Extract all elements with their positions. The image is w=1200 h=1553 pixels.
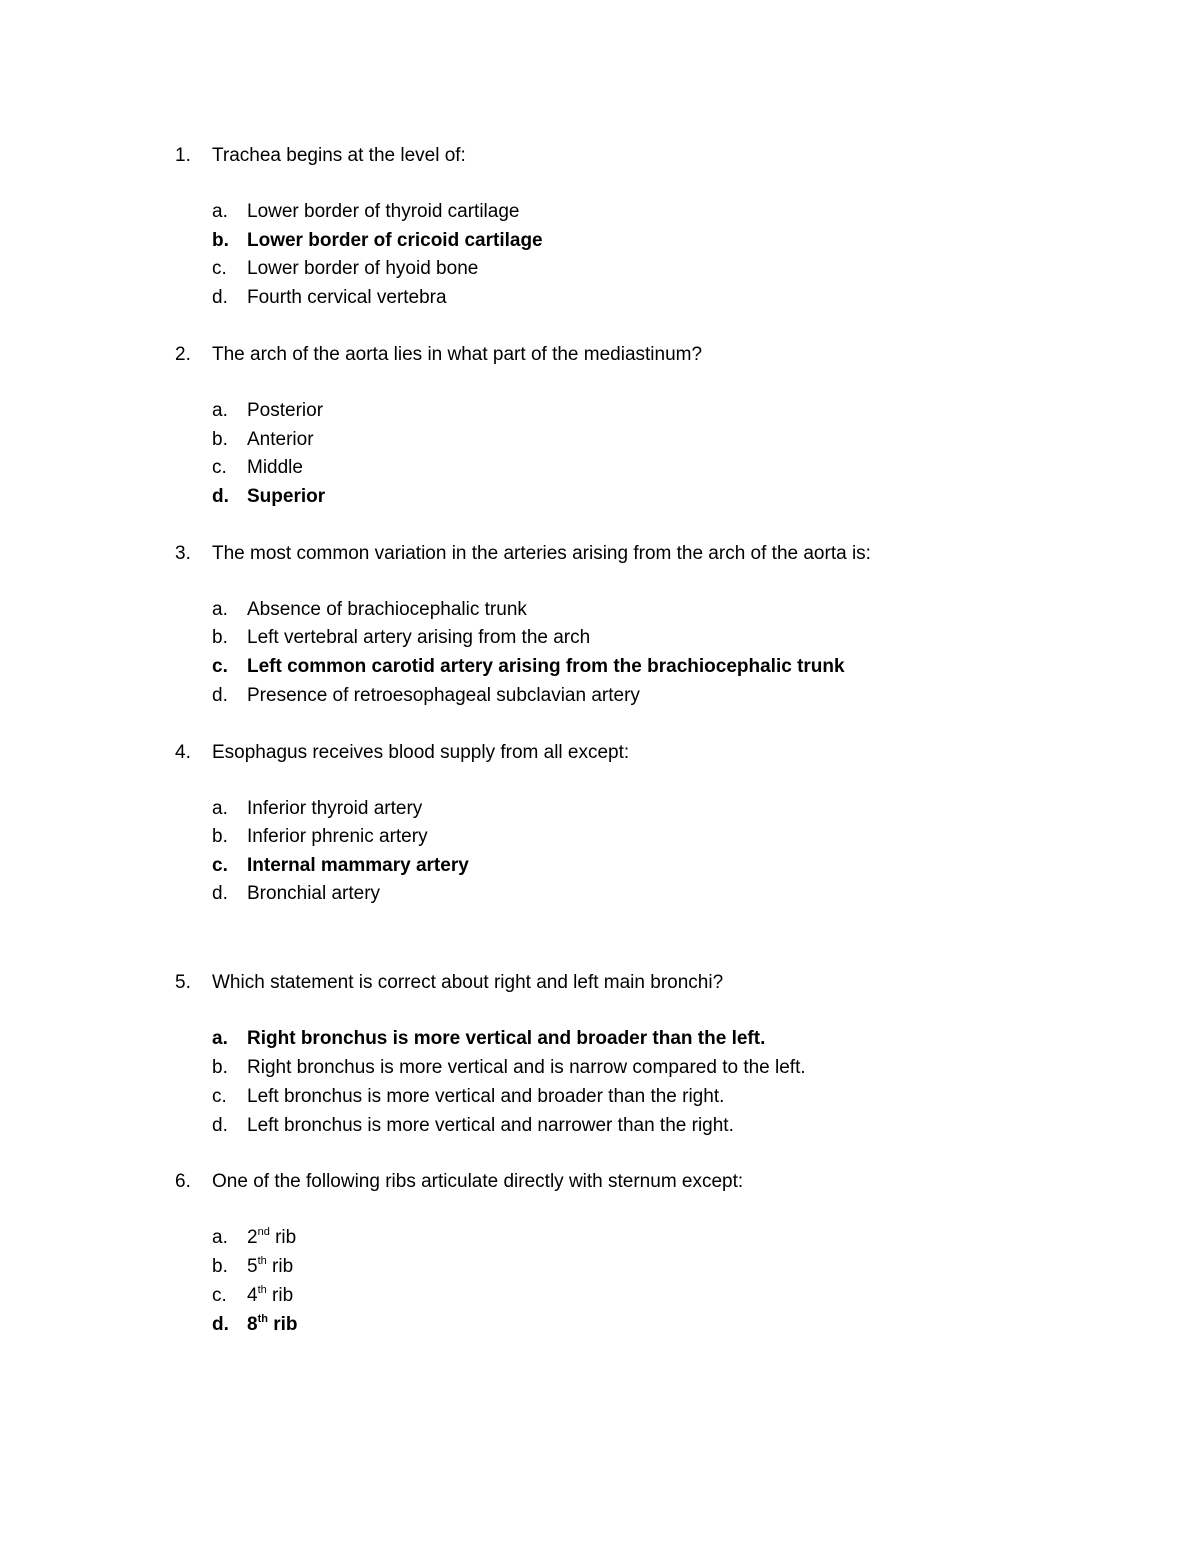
option-letter: b. xyxy=(212,1057,228,1078)
option-letter: d. xyxy=(212,883,228,904)
rib-word: rib xyxy=(267,1314,298,1335)
option-letter: a. xyxy=(212,1227,228,1248)
rib-number: 5 xyxy=(247,1256,258,1277)
option-text: Middle xyxy=(247,457,303,478)
question-text: One of the following ribs articulate directly with sternum except: xyxy=(212,1171,744,1192)
rib-word: rib xyxy=(266,1256,294,1277)
option-letter: a. xyxy=(212,400,228,421)
option-text xyxy=(247,1223,296,1253)
option-letter-correct: d. xyxy=(212,486,229,507)
ordinal-suffix: th xyxy=(257,1313,268,1325)
question-number: 4. xyxy=(175,742,191,763)
option-text xyxy=(247,1252,293,1282)
option-text-correct: Right bronchus is more vertical and broader than the left. xyxy=(247,1028,766,1049)
rib-word: rib xyxy=(269,1227,297,1248)
option-text: Left vertebral artery arising from the arch xyxy=(247,627,591,648)
option-letter: c. xyxy=(212,457,227,478)
option-letter-correct: c. xyxy=(212,855,228,876)
option-text-correct: Superior xyxy=(247,486,326,507)
option-letter-correct: a. xyxy=(212,1028,228,1049)
option-text: Left bronchus is more vertical and narrower than the right. xyxy=(247,1115,734,1136)
option-letter: d. xyxy=(212,685,228,706)
option-text: Fourth cervical vertebra xyxy=(247,287,447,308)
question-text: Trachea begins at the level of: xyxy=(212,145,466,166)
option-text: Inferior thyroid artery xyxy=(247,798,423,819)
option-text: Right bronchus is more vertical and is narrow compared to the left. xyxy=(247,1057,806,1078)
option-letter: b. xyxy=(212,1256,228,1277)
option-letter: d. xyxy=(212,287,228,308)
option-text: Anterior xyxy=(247,429,314,450)
option-letter: d. xyxy=(212,1115,228,1136)
question-number: 1. xyxy=(175,145,191,166)
question-number: 3. xyxy=(175,543,191,564)
option-letter-correct: c. xyxy=(212,656,228,677)
ordinal-suffix: th xyxy=(257,1255,267,1267)
option-letter: b. xyxy=(212,627,228,648)
question-number: 6. xyxy=(175,1171,191,1192)
option-letter-correct: d. xyxy=(212,1314,229,1335)
option-text-correct: Internal mammary artery xyxy=(247,855,469,876)
ordinal-suffix: nd xyxy=(257,1226,270,1238)
option-letter: a. xyxy=(212,798,228,819)
question-number: 2. xyxy=(175,344,191,365)
question-number: 5. xyxy=(175,972,191,993)
rib-number: 4 xyxy=(247,1285,258,1306)
option-letter: c. xyxy=(212,1086,227,1107)
option-text-correct xyxy=(247,1310,298,1340)
option-letter: c. xyxy=(212,1285,227,1306)
option-letter: a. xyxy=(212,599,228,620)
question-text: Esophagus receives blood supply from all except: xyxy=(212,742,630,763)
option-text: Lower border of thyroid cartilage xyxy=(247,201,520,222)
rib-number: 2 xyxy=(247,1227,258,1248)
rib-word: rib xyxy=(266,1285,294,1306)
option-letter: a. xyxy=(212,201,228,222)
option-text: Left bronchus is more vertical and broader than the right. xyxy=(247,1086,725,1107)
question-text: Which statement is correct about right and left main bronchi? xyxy=(212,972,724,993)
option-text: Bronchial artery xyxy=(247,883,381,904)
question-text: The arch of the aorta lies in what part of the mediastinum? xyxy=(212,344,703,365)
question-text: The most common variation in the arteries arising from the arch of the aorta is: xyxy=(212,543,871,564)
option-text-correct: Lower border of cricoid cartilage xyxy=(247,230,543,251)
option-text xyxy=(247,1281,293,1311)
rib-number: 8 xyxy=(247,1314,258,1335)
option-letter: c. xyxy=(212,258,227,279)
option-text: Lower border of hyoid bone xyxy=(247,258,479,279)
option-text: Absence of brachiocephalic trunk xyxy=(247,599,527,620)
option-text: Presence of retroesophageal subclavian artery xyxy=(247,685,640,706)
option-text: Posterior xyxy=(247,400,324,421)
option-letter: b. xyxy=(212,429,228,450)
option-text-correct: Left common carotid artery arising from the brachiocephalic trunk xyxy=(247,656,845,677)
option-letter: b. xyxy=(212,826,228,847)
option-text: Inferior phrenic artery xyxy=(247,826,428,847)
ordinal-suffix: th xyxy=(257,1284,267,1296)
option-letter-correct: b. xyxy=(212,230,229,251)
